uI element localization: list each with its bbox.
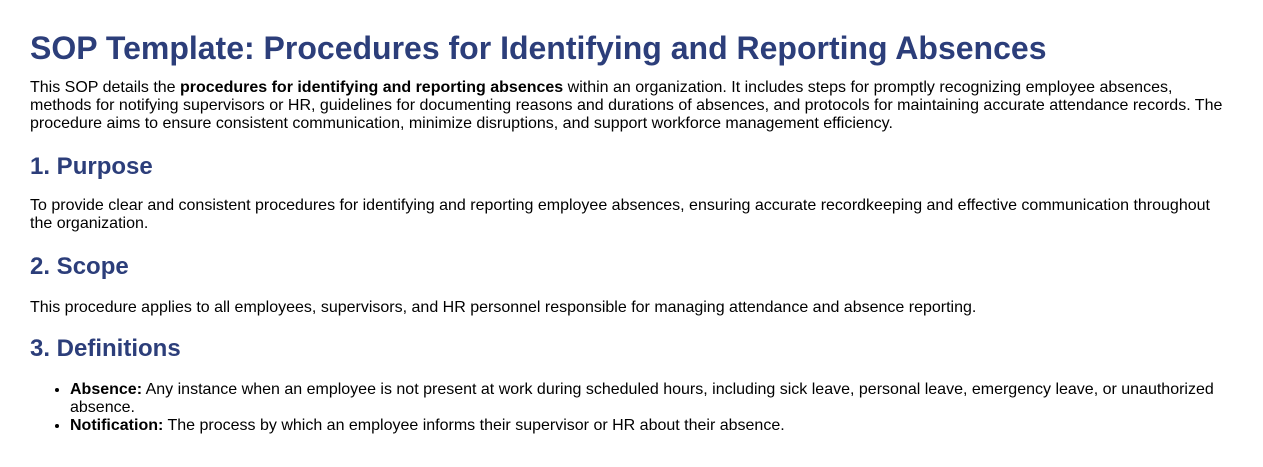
definition-term: Absence: [70, 381, 143, 398]
section-heading-definitions: 3. Definitions [30, 335, 181, 362]
intro-prefix: This SOP details the [30, 79, 180, 96]
section-body-purpose: To provide clear and consistent procedures for identifying and reporting employee absences, ensuring accurate recordkeeping and effective communication throughout the organization. [30, 197, 1210, 232]
definition-term: Notification: [70, 417, 164, 434]
list-item [70, 417, 1233, 435]
section-heading-scope: 2. Scope [30, 253, 129, 280]
intro-suffix: within an organization. It includes steps for promptly recognizing employee absences, methods for notifying supervisors or HR, guidelines for documenting reasons and durations of absences, and protocols for maintaining accurate attendance records. The procedure aims to ensure consistent communication, minimize disruptions, and support workforce management efficiency. [30, 79, 1223, 132]
list-item [70, 381, 1233, 417]
intro-paragraph [30, 79, 1233, 133]
definition-text: The process by which an employee informs their supervisor or HR about their absence. [163, 417, 785, 434]
page-title: SOP Template: Procedures for Identifying and Reporting Absences [30, 30, 1047, 66]
intro-bold-phrase: procedures for identifying and reporting absences [180, 79, 564, 96]
section-body-scope: This procedure applies to all employees, supervisors, and HR personnel responsible for managing attendance and absence reporting. [30, 299, 977, 316]
section-heading-purpose: 1. Purpose [30, 153, 153, 180]
definition-text: Any instance when an employee is not present at work during scheduled hours, including sick leave, personal leave, emergency leave, or unauthorized absence. [70, 381, 1214, 416]
definitions-list [30, 381, 1233, 435]
